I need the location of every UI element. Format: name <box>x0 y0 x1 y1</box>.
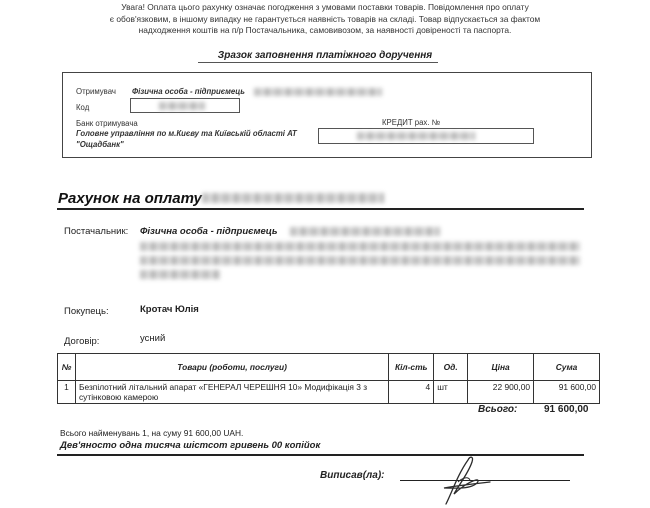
notice-line-2: є обов'язковим, в іншому випадку не гарантується наявність товарів на складі. Товар відпускається за фактом <box>109 13 541 24</box>
credit-label: КРЕДИТ рах. № <box>382 118 441 127</box>
supplier-address-redacted-1 <box>140 242 580 251</box>
sample-title-underline <box>198 62 438 63</box>
notice-line-3: надходження коштів на п/р Постачальника, самовивозом, за наявності довіреності та паспорта. <box>138 25 512 35</box>
table-row <box>58 381 600 404</box>
row-goods-line-1: Безпілотний літальний апарат «ГЕНЕРАЛ ЧЕРЕШНЯ 10» Модифікація 3 з <box>78 382 368 392</box>
header-unit: Од. <box>434 354 468 381</box>
notice-line-1: Увага! Оплата цього рахунку означає погодження з умовами поставки товарів. Повідомлення про оплату <box>121 2 529 12</box>
row-goods-line-2: сутінковою камерою <box>78 392 159 402</box>
bank-label: Банк отримувача <box>76 119 138 128</box>
supplier-label: Постачальник: <box>64 226 129 237</box>
code-field <box>130 98 240 113</box>
recipient-value: Фізична особа - підприємець <box>132 87 245 96</box>
items-table <box>57 353 600 404</box>
invoice-title-rule <box>57 208 584 210</box>
contract-value: усний <box>140 333 166 344</box>
row-num: 1 <box>58 381 76 404</box>
items-count-text: Всього найменувань 1, на суму 91 600,00 UAH. <box>60 428 244 438</box>
total-label: Всього: <box>478 404 518 415</box>
bank-name-line-1: Головне управління по м.Києву та Київській області АТ <box>76 129 297 138</box>
invoice-number-redacted <box>202 193 384 203</box>
header-goods: Товари (роботи, послуги) <box>75 354 388 381</box>
row-price: 22 900,00 <box>468 381 534 404</box>
code-label: Код <box>76 103 90 112</box>
table-header-row <box>58 354 600 381</box>
supplier-value: Фізична особа - підприємець <box>140 226 278 237</box>
code-redacted <box>159 102 205 110</box>
supplier-address-redacted-3 <box>140 270 220 279</box>
row-goods <box>75 381 388 404</box>
supplier-name-redacted <box>290 227 440 236</box>
header-price: Ціна <box>468 354 534 381</box>
words-rule <box>57 454 584 456</box>
supplier-address-redacted-2 <box>140 256 580 265</box>
signed-by-label: Виписав(ла): <box>320 470 385 481</box>
recipient-name-redacted <box>254 88 382 96</box>
account-redacted <box>357 132 475 140</box>
account-field <box>318 128 534 144</box>
buyer-value: Кротач Юлія <box>140 304 199 315</box>
sample-title: Зразок заповнення платіжного доручення <box>217 50 433 61</box>
handwritten-signature <box>428 452 498 508</box>
recipient-label: Отримувач <box>76 87 116 96</box>
row-unit: шт <box>434 381 468 404</box>
row-sum: 91 600,00 <box>534 381 600 404</box>
buyer-label: Покупець: <box>64 306 109 317</box>
invoice-title: Рахунок на оплату <box>58 190 202 207</box>
header-qty: Кіл-сть <box>389 354 434 381</box>
contract-label: Договір: <box>64 336 100 347</box>
row-qty: 4 <box>389 381 434 404</box>
payment-sample-box <box>62 72 592 158</box>
header-sum: Сума <box>534 354 600 381</box>
payment-notice <box>40 2 610 37</box>
bank-name-line-2: "Ощадбанк" <box>76 140 124 149</box>
total-value: 91 600,00 <box>544 404 589 415</box>
header-num: № <box>58 354 76 381</box>
amount-in-words: Дев'яносто одна тисяча шістсот гривень 00 копійок <box>60 440 321 451</box>
